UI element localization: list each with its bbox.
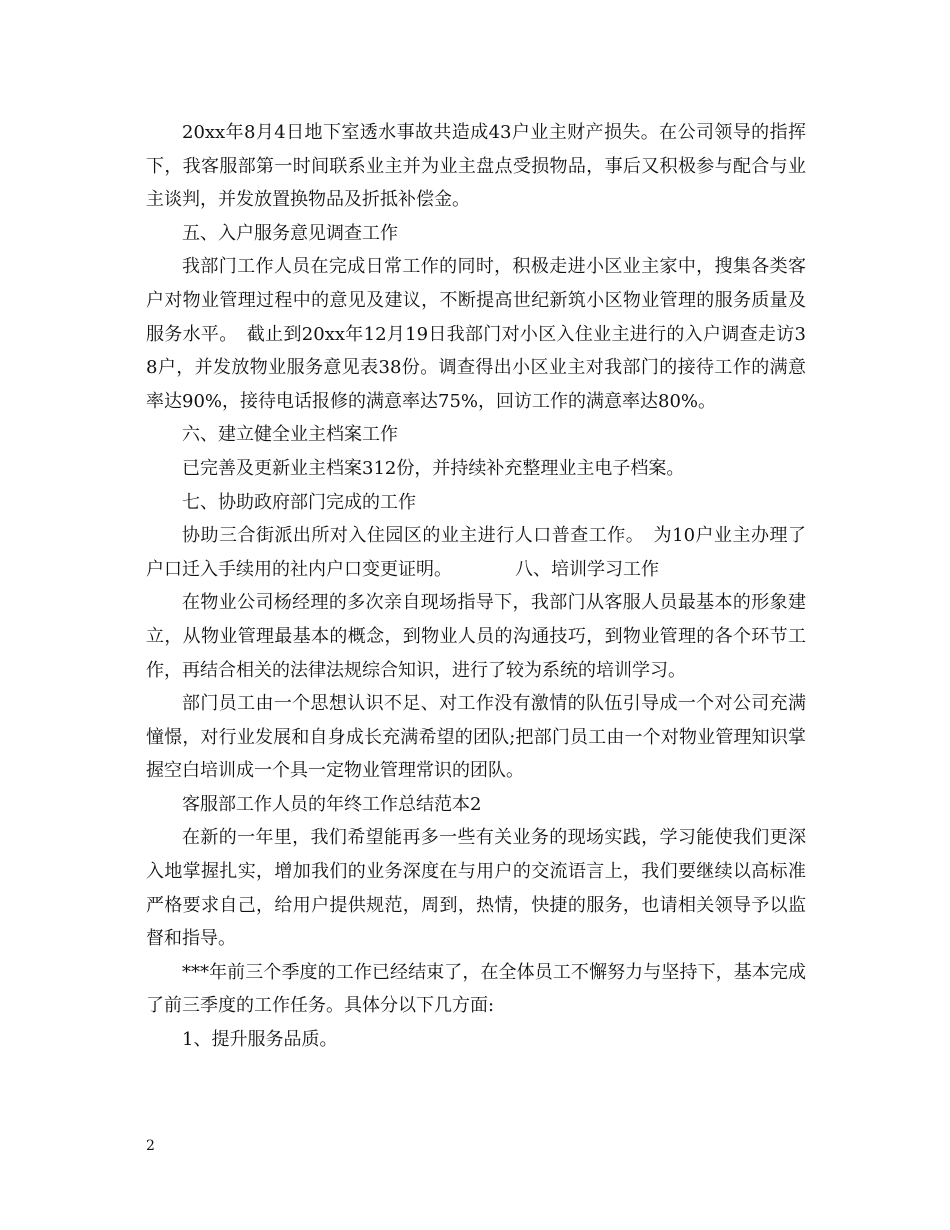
paragraph-training: 在物业公司杨经理的多次亲自现场指导下，我部门从客服人员最基本的形象建立，从物业管理最基本的概念，到物业人员的沟通技巧，到物业管理的各个环节工作，再结合相关的法律法规综合知识，进行了较为系统的培训学习。 — [146, 592, 806, 681]
paragraph-survey: 我部门工作人员在完成日常工作的同时，积极走进小区业主家中，搜集各类客户对物业管理过程中的意见及建议，不断提高世纪新筑小区物业管理的服务质量及服务水平。 截止到20xx年12月19日我部门对小区入住业主进行的入户调查走访38户，并发放物业服务意见表38份。调查得出小区业主对我部门的接待工作的满意率达90%，接待电话报修的满意率达75%，回访工作的满意率达80%。 — [146, 256, 806, 412]
document-body — [146, 116, 806, 1057]
section-heading-survey: 五、入户服务意见调查工作 — [182, 222, 398, 244]
paragraph-new-year: 在新的一年里，我们希望能再多一些有关业务的现场实践，学习能使我们更深入地掌握扎实，增加我们的业务深度在与用户的交流语言上，我们要继续以高标准严格要求自己，给用户提供规范，周到，热情，快捷的服务，也请相关领导予以监督和指导。 — [146, 827, 806, 950]
paragraph-basement-flooding: 20xx年8月4日地下室透水事故共造成43户业主财产损失。在公司领导的指挥下，我客服部第一时间联系业主并为业主盘点受损物品，事后又积极参与配合与业主谈判，并发放置换物品及折抵补偿金。 — [146, 122, 806, 211]
section-heading-archives: 六、建立健全业主档案工作 — [182, 424, 398, 446]
section-title-sample-2: 客服部工作人员的年终工作总结范本2 — [182, 793, 482, 815]
paragraph-three-quarters: ***年前三个季度的工作已经结束了，在全体员工不懈努力与坚持下，基本完成了前三季度的工作任务。具体分以下几方面: — [146, 961, 806, 1017]
section-heading-government: 七、协助政府部门完成的工作 — [182, 491, 416, 513]
paragraph-team: 部门员工由一个思想认识不足、对工作没有激情的队伍引导成一个对公司充满憧憬，对行业发展和自身成长充满希望的团队;把部门员工由一个对物业管理知识掌握空白培训成一个具一定物业管理常识的团队。 — [146, 693, 806, 782]
paragraph-archives: 已完善及更新业主档案312份，并持续补充整理业主电子档案。 — [182, 457, 685, 479]
paragraph-government-training-heading: 协助三合街派出所对入住园区的业主进行人口普查工作。 为10户业主办理了户口迁入手续用的社内户口变更证明。 八、培训学习工作 — [146, 525, 806, 580]
page-number: 2 — [146, 1138, 155, 1154]
list-item-service-quality: 1、提升服务品质。 — [182, 1029, 338, 1051]
